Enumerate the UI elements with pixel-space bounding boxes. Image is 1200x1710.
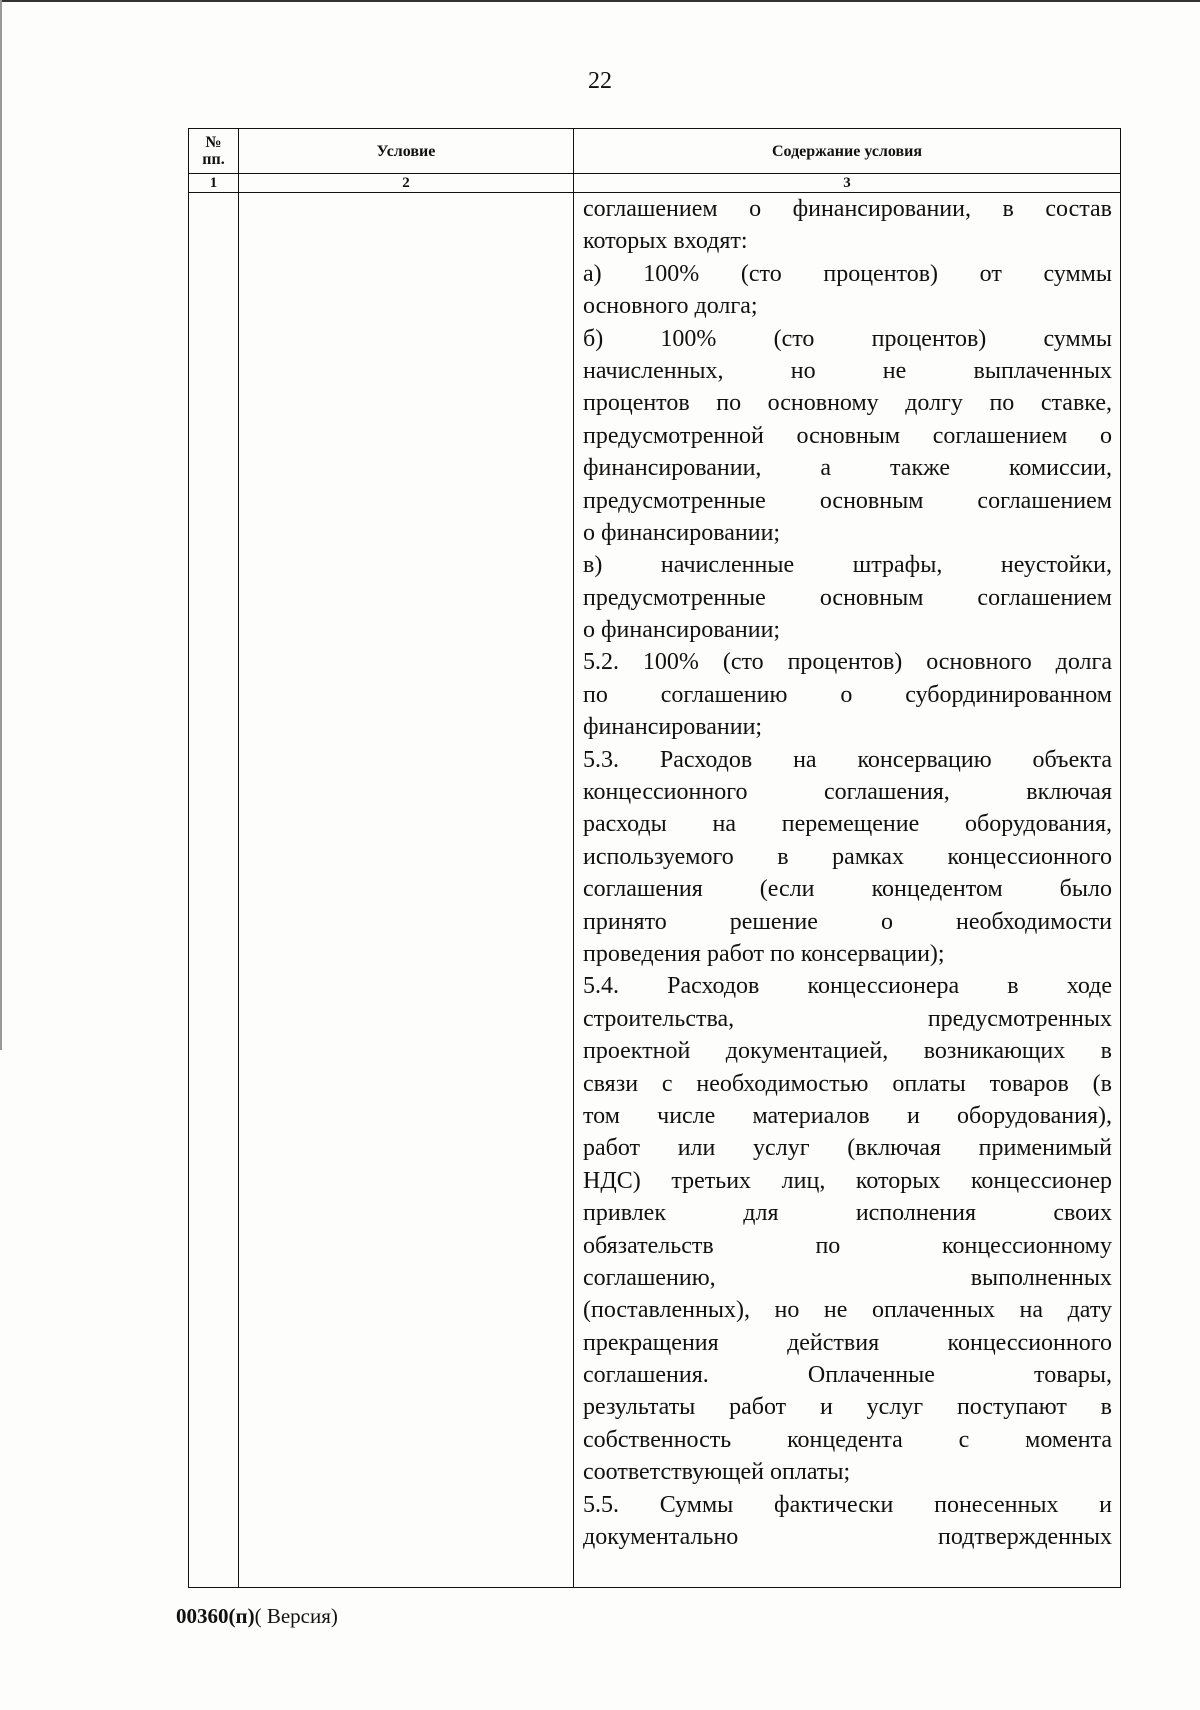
content-line: предусмотренные основным соглашением: [583, 584, 1112, 611]
content-line: процентов по основному долгу по ставке,: [583, 390, 1112, 417]
content-line: расходы на перемещение оборудования,: [583, 811, 1112, 838]
column-number: 3: [574, 174, 1121, 193]
page-number: 22: [588, 68, 612, 94]
content-line: соглашением о финансировании, в состав: [583, 196, 1112, 222]
content-line: соответствующей оплаты;: [583, 1459, 851, 1486]
content-line: предусмотренные основным соглашением: [583, 487, 1112, 514]
content-line: документально подтвержденных: [583, 1524, 1112, 1551]
content-line: принято решение о необходимости: [583, 908, 1112, 935]
content-line: о финансировании;: [583, 519, 781, 546]
content-line: 5.5. Суммы фактически понесенных и: [583, 1491, 1112, 1518]
top-edge-rule: [0, 0, 1200, 2]
content-line: связи с необходимостью оплаты товаров (в: [583, 1070, 1112, 1097]
content-line: по соглашению о субординированном: [583, 681, 1112, 708]
left-edge-rule: [0, 0, 2, 1050]
content-line: а) 100% (сто процентов) от суммы: [583, 260, 1112, 287]
content-line: строительства, предусмотренных: [583, 1005, 1112, 1032]
content-cell: [574, 193, 1121, 1588]
content-line: соглашению, выполненных: [583, 1264, 1112, 1291]
content-line: которых входят:: [583, 228, 748, 255]
content-line: результаты работ и услуг поступают в: [583, 1394, 1112, 1421]
content-line: 5.3. Расходов на консервацию объекта: [583, 746, 1112, 773]
content-line: соглашения. Оплаченные товары,: [583, 1362, 1112, 1389]
content-line: прекращения действия концессионного: [583, 1329, 1112, 1356]
document-version: ( Версия): [254, 1604, 338, 1628]
number-cell: [189, 193, 239, 1588]
content-line: о финансировании;: [583, 617, 781, 644]
content-line: том числе материалов и оборудования),: [583, 1102, 1112, 1129]
header-number: № пп.: [189, 129, 239, 174]
column-number: 2: [239, 174, 574, 193]
content-line: б) 100% (сто процентов) суммы: [583, 325, 1112, 352]
document-code: [176, 1604, 338, 1629]
content-line: в) начисленные штрафы, неустойки,: [583, 552, 1112, 579]
content-line: работ или услуг (включая применимый: [583, 1135, 1112, 1162]
content-line: НДС) третьих лиц, которых концессионер: [583, 1167, 1112, 1194]
table-row: [189, 193, 1121, 1588]
content-line: концессионного соглашения, включая: [583, 779, 1112, 806]
content-line: используемого в рамках концессионного: [583, 843, 1112, 870]
content-line: предусмотренной основным соглашением о: [583, 422, 1112, 449]
table-header-row: [189, 129, 1121, 174]
content-line: соглашения (если концедентом было: [583, 876, 1112, 903]
content-line: основного долга;: [583, 293, 758, 320]
column-number-row: [189, 174, 1121, 193]
content-line: проведения работ по консервации);: [583, 940, 945, 967]
content-line: начисленных, но не выплаченных: [583, 357, 1112, 384]
content-line: финансировании, а также комиссии,: [583, 455, 1112, 482]
column-number: 1: [189, 174, 239, 193]
document-code-number: 00360(п): [176, 1604, 255, 1628]
conditions-table: [188, 128, 1121, 1588]
header-condition: Условие: [239, 129, 574, 174]
condition-cell: [239, 193, 574, 1588]
content-line: собственность концедента с момента: [583, 1426, 1112, 1453]
header-content: Содержание условия: [574, 129, 1121, 174]
content-line: привлек для исполнения своих: [583, 1200, 1112, 1227]
content-line: (поставленных), но не оплаченных на дату: [583, 1297, 1112, 1324]
content-line: финансировании;: [583, 714, 763, 741]
content-line: проектной документацией, возникающих в: [583, 1038, 1112, 1065]
content-line: 5.2. 100% (сто процентов) основного долга: [583, 649, 1112, 676]
content-line: 5.4. Расходов концессионера в ходе: [583, 973, 1112, 1000]
content-line: обязательств по концессионному: [583, 1232, 1112, 1259]
